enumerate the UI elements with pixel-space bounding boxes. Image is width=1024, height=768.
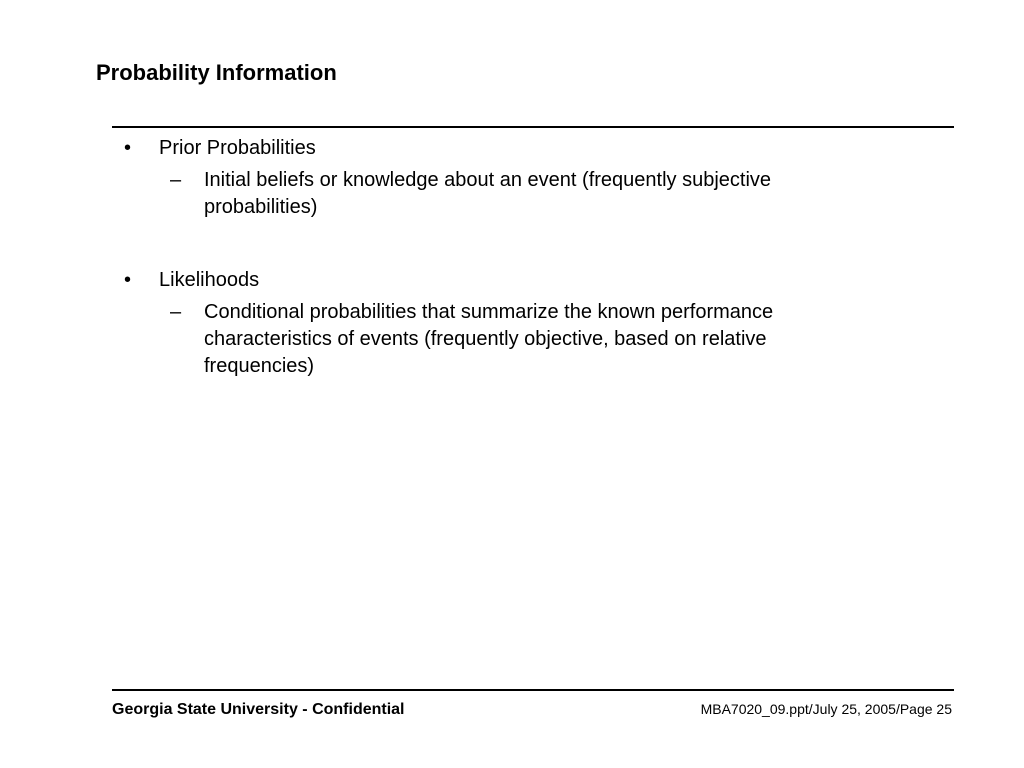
sub-bullet-item [159, 167, 872, 221]
bullet-glyph: • [124, 137, 132, 159]
title-divider [112, 126, 954, 128]
sub-bullet-text: Conditional probabilities that summarize the known performance characteristics of events (frequently objective, based on relative frequencies) [204, 301, 774, 377]
sub-bullet-list [159, 299, 872, 380]
footer-divider [112, 689, 954, 691]
bullet-text: Likelihoods [159, 269, 260, 291]
sub-bullet-item [159, 299, 872, 380]
bullet-text: Prior Probabilities [159, 137, 316, 159]
bullet-item [112, 266, 872, 380]
footer-page-info: MBA7020_09.ppt/July 25, 2005/Page 25 [700, 701, 952, 717]
sub-bullet-glyph: – [170, 301, 182, 323]
footer-organization: Georgia State University - Confidential [112, 701, 405, 718]
bullet-list [112, 134, 872, 380]
sub-bullet-list [159, 167, 872, 221]
bullet-item [112, 134, 872, 221]
sub-bullet-glyph: – [170, 169, 182, 191]
slide-title: Probability Information [96, 60, 337, 85]
bullet-glyph: • [124, 269, 132, 291]
sub-bullet-text: Initial beliefs or knowledge about an event (frequently subjective probabilities) [204, 169, 772, 218]
